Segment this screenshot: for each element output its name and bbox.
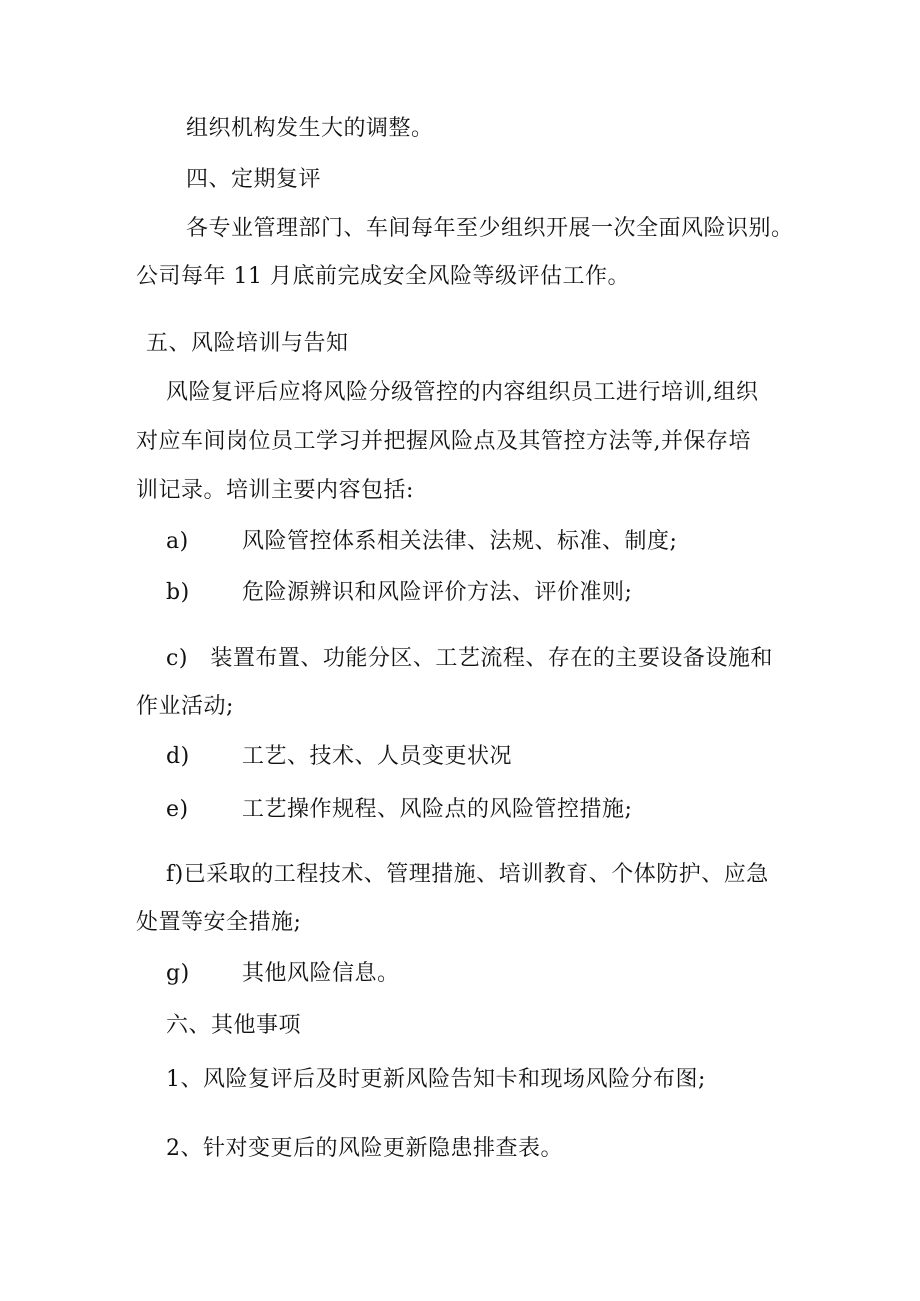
list-item-g	[166, 959, 400, 989]
list-item-f-line-2: 处置等安全措施;	[136, 910, 302, 935]
list-item-label: b)	[166, 580, 190, 605]
section-5-paragraph-line-1: 风险复评后应将风险分级管控的内容组织员工进行培训,组织	[166, 380, 759, 405]
section-4-heading: 四、定期复评	[186, 167, 322, 192]
section-4-paragraph-line-2: 公司每年 11 月底前完成安全风险等级评估工作。	[136, 264, 630, 289]
list-item-c-line-1: c) 装置布置、功能分区、工艺流程、存在的主要设备设施和	[166, 646, 773, 671]
list-item-e	[166, 795, 632, 825]
paragraph-continuation: 组织机构发生大的调整。	[186, 116, 434, 141]
list-item-b	[166, 578, 632, 608]
list-item-d	[166, 742, 512, 772]
list-item-f-line-1: f)已采取的工程技术、管理措施、培训教育、个体防护、应急	[166, 862, 769, 887]
list-item-text: 工艺操作规程、风险点的风险管控措施;	[242, 797, 633, 822]
section-4-paragraph-line-1: 各专业管理部门、车间每年至少组织开展一次全面风险识别。	[186, 216, 794, 241]
section-5-heading: 五、风险培训与告知	[146, 331, 349, 356]
list-item-label: e)	[166, 797, 189, 822]
list-item-label: d)	[166, 744, 190, 769]
section-6-item-1: 1、风险复评后及时更新风险告知卡和现场风险分布图;	[166, 1067, 706, 1092]
list-item-text: 风险管控体系相关法律、法规、标准、制度;	[242, 529, 678, 554]
list-item-text: 危险源辨识和风险评价方法、评价准则;	[242, 580, 633, 605]
section-6-heading: 六、其他事项	[166, 1013, 302, 1038]
list-item-label: g)	[166, 961, 190, 986]
section-5-paragraph-line-2: 对应车间岗位员工学习并把握风险点及其管控方法等,并保存培	[136, 429, 751, 454]
list-item-label: a)	[166, 529, 189, 554]
list-item-text: 工艺、技术、人员变更状况	[242, 744, 513, 769]
section-5-paragraph-line-3: 训记录。培训主要内容包括:	[136, 478, 414, 503]
list-item-text: 其他风险信息。	[242, 961, 400, 986]
section-6-item-2: 2、针对变更后的风险更新隐患排查表。	[166, 1136, 563, 1161]
list-item-a	[166, 527, 677, 557]
list-item-c-line-2: 作业活动;	[136, 694, 234, 719]
